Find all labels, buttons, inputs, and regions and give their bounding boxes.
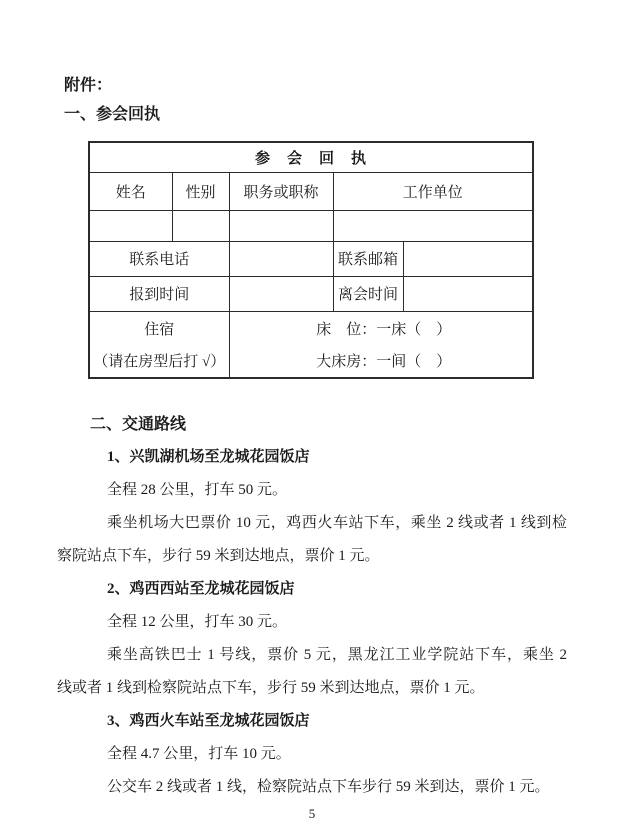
table-lodging-row <box>89 311 533 378</box>
route3-distance: 全程 4.7 公里，打车 10 元。 <box>107 746 291 762</box>
route1-detail-line1: 乘坐机场大巴票价 10 元，鸡西火车站下车，乘坐 2 线或者 1 线到检 <box>107 515 567 531</box>
blank-cell-phone <box>229 241 333 276</box>
reply-form-table <box>88 141 534 379</box>
page-number: 5 <box>308 806 316 821</box>
blank-cell-work-unit <box>333 210 533 241</box>
checkout-label: 离会时间 <box>333 276 403 311</box>
table-contact-row <box>89 241 533 276</box>
header-name: 姓名 <box>89 172 172 210</box>
header-work-unit: 工作单位 <box>333 172 533 210</box>
route1-distance: 全程 28 公里，打车 50 元。 <box>107 482 288 498</box>
route2-detail-line2: 线或者 1 线到检察院站点下车，步行 59 米到达地点，票价 1 元。 <box>57 680 485 696</box>
bed-option: 床 位：一床（ ） <box>316 321 452 338</box>
section-traffic-routes <box>57 408 567 804</box>
table-title-row <box>89 142 533 172</box>
lodging-note: （请在房型后打 √） <box>93 354 226 370</box>
phone-label: 联系电话 <box>89 241 229 276</box>
header-position: 职务或职称 <box>229 172 333 210</box>
blank-cell-checkout <box>403 276 533 311</box>
header-gender: 性别 <box>172 172 229 210</box>
lodging-options-cell <box>229 311 533 378</box>
blank-cell-position <box>229 210 333 241</box>
route1-heading: 1、兴凯湖机场至龙城花园饭店 <box>107 449 310 465</box>
table-title: 参 会 回 执 <box>89 142 533 172</box>
blank-cell-name <box>89 210 172 241</box>
route2-distance: 全程 12 公里，打车 30 元。 <box>107 614 288 630</box>
blank-cell-email <box>403 241 533 276</box>
room-option: 大床房：一间（ ） <box>316 354 452 370</box>
route3-detail: 公交车 2 线或者 1 线，检察院站点下车步行 59 米到达，票价 1 元。 <box>107 779 550 795</box>
section1-heading: 一、参会回执 <box>64 106 161 123</box>
email-label: 联系邮箱 <box>333 241 403 276</box>
route2-detail-line1: 乘坐高铁巴士 1 号线，票价 5 元，黑龙江工业学院站下车，乘坐 2 <box>107 647 567 663</box>
route2-heading: 2、鸡西西站至龙城花园饭店 <box>107 581 295 597</box>
blank-cell-checkin <box>229 276 333 311</box>
lodging-label: 住宿 <box>144 321 175 338</box>
table-schedule-row <box>89 276 533 311</box>
section2-heading: 二、交通路线 <box>90 416 187 433</box>
lodging-label-cell <box>89 311 229 378</box>
table-header-row <box>89 172 533 210</box>
checkin-label: 报到时间 <box>89 276 229 311</box>
attachment-label: 附件： <box>64 77 113 94</box>
table-blank-row <box>89 210 533 241</box>
route3-heading: 3、鸡西火车站至龙城花园饭店 <box>107 713 310 729</box>
blank-cell-gender <box>172 210 229 241</box>
route1-detail-line2: 察院站点下车，步行 59 米到达地点，票价 1 元。 <box>57 548 380 564</box>
